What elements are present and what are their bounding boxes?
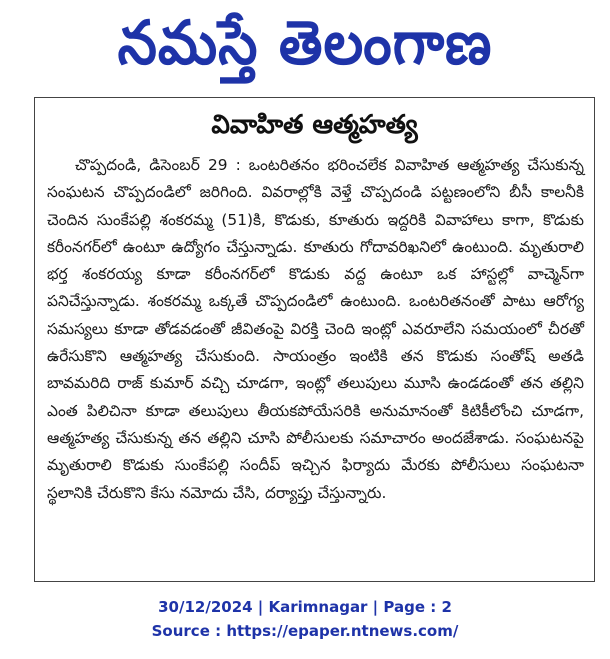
article-body: చొప్పదండి, డిసెంబర్ 29 : ఒంటరితనం భరించలేక వివాహిత ఆత్మహత్య చేసుకున్న సంఘటన చొప్పదండిలో జరిగింది. వివరాల్లోకి వెళ్తే చొప్పదండి పట్టణంలోని బీసీ కాలనీకి చెందిన సుంకేపల్లి శంకరమ్మ (51)కి, కొడుకు, కూతురు ఇద్దరికి వివాహాలు కాగా, కొడుకు కరీంనగర్‌లో ఉంటూ ఉద్యోగం చేస్తున్నాడు. కూతురు గోదావరిఖనిలో ఉంటుంది. మృతురాలి భర్త శంకరయ్య కూడా కరీంనగర్‌లో కొడుకు వద్ద ఉంటూ ఒక హాస్టల్లో వాచ్మెన్‌గా పనిచేస్తున్నాడు. శంకరమ్మ ఒక్కతే చొప్పదండిలో ఉంటుంది. ఒంటరితనంతో పాటు ఆరోగ్య సమస్యలు కూడా తోడవడంతో జీవితంపై విరక్తి చెంది ఇంట్లో ఎవరూలేని సమయంలో చీరతో ఉరేసుకొని ఆత్మహత్య చేసుకుంది. సాయంత్రం ఇంటికి తన కొడుకు సంతోష్ అతడి బావమరిది రాజ్ కుమార్ వచ్చి చూడగా, ఇంట్లో తలుపులు మూసి ఉండడంతో తన తల్లిని ఎంత పిలిచినా కూడా తలుపులు తీయకపోయేసరికి అనుమానంతో కిటికీలోంచి చూడగా, ఆత్మహత్య చేసుకున్న తన తల్లిని చూసి పోలీసులకు సమాచారం అందజేశాడు. సంఘటనపై మృతురాలి కొడుకు సుంకేపల్లి సందీప్ ఇచ్చిన ఫిర్యాదు మేరకు పోలీసులు సంఘటనా స్థలానికి చేరుకొని కేసు నమోదు చేసి, దర్యాప్తు చేస్తున్నారు. (47, 156, 584, 502)
article-headline: వివాహిత ఆత్మహత్య (211, 110, 418, 140)
article-clipping (34, 97, 595, 582)
newspaper-masthead (0, 6, 610, 86)
masthead-logo-text: నమస్తే తెలంగాణ (117, 8, 493, 79)
source-link[interactable]: Source : https://epaper.ntnews.com/ (151, 622, 459, 640)
edition-info: 30/12/2024 | Karimnagar | Page : 2 (158, 598, 452, 616)
